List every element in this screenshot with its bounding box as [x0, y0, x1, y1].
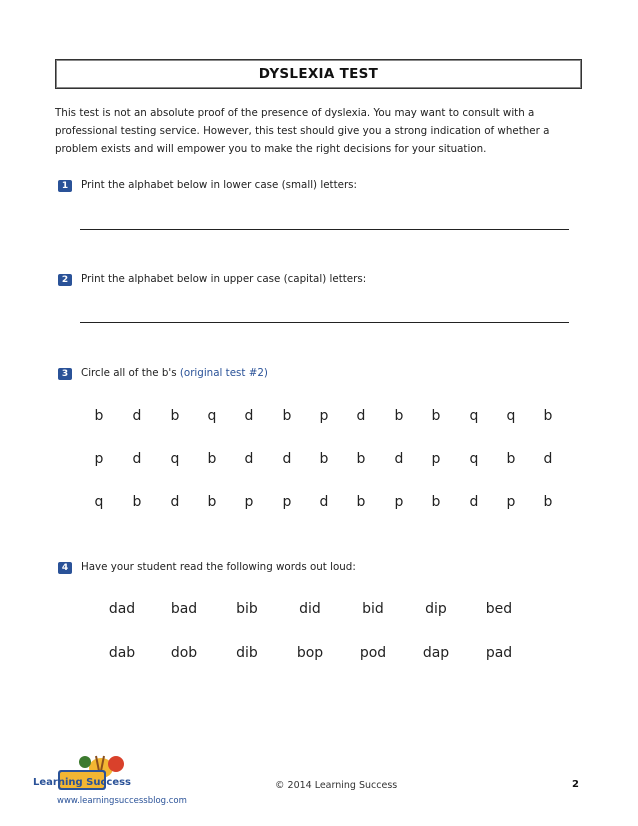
- letter-cell[interactable]: d: [282, 451, 292, 467]
- letter-cell[interactable]: q: [469, 408, 479, 424]
- letter-cell[interactable]: q: [207, 408, 217, 424]
- letter-cell[interactable]: b: [543, 494, 553, 510]
- word-item: bop: [296, 645, 324, 661]
- answer-line-1[interactable]: [80, 229, 569, 230]
- letter-cell[interactable]: d: [356, 408, 366, 424]
- letter-cell[interactable]: b: [431, 494, 441, 510]
- question-number-badge: 3: [58, 368, 72, 380]
- letter-row: [83, 451, 573, 473]
- letter-cell[interactable]: b: [170, 408, 180, 424]
- letter-cell[interactable]: q: [506, 408, 516, 424]
- letter-cell[interactable]: d: [394, 451, 404, 467]
- letter-cell[interactable]: d: [543, 451, 553, 467]
- page-number: 2: [572, 779, 579, 790]
- letter-cell[interactable]: p: [244, 494, 254, 510]
- letter-row: [83, 494, 573, 516]
- letter-cell[interactable]: b: [207, 451, 217, 467]
- letter-cell[interactable]: p: [431, 451, 441, 467]
- question-text-main: Circle all of the b's: [81, 367, 180, 379]
- letter-cell[interactable]: b: [394, 408, 404, 424]
- letter-cell[interactable]: b: [431, 408, 441, 424]
- word-item: dap: [422, 645, 450, 661]
- letter-cell[interactable]: b: [356, 451, 366, 467]
- letter-cell[interactable]: d: [244, 451, 254, 467]
- answer-line-2[interactable]: [80, 322, 569, 323]
- letter-cell[interactable]: d: [469, 494, 479, 510]
- letter-cell[interactable]: b: [356, 494, 366, 510]
- letter-cell[interactable]: d: [132, 408, 142, 424]
- word-item: bad: [170, 601, 198, 617]
- word-row: [92, 601, 522, 625]
- word-item: pod: [359, 645, 387, 661]
- question-number-badge: 1: [58, 180, 72, 192]
- word-item: bib: [236, 601, 258, 617]
- page-title: DYSLEXIA TEST: [258, 66, 379, 82]
- letter-cell[interactable]: p: [319, 408, 329, 424]
- question-number-badge: 2: [58, 274, 72, 286]
- letter-cell[interactable]: q: [170, 451, 180, 467]
- question-text: Have your student read the following words out loud:: [81, 561, 356, 573]
- word-item: bed: [485, 601, 513, 617]
- word-item: dib: [236, 645, 258, 661]
- word-item: dip: [425, 601, 447, 617]
- letter-cell[interactable]: d: [132, 451, 142, 467]
- word-row: [92, 645, 522, 669]
- word-item: pad: [485, 645, 513, 661]
- letter-cell[interactable]: b: [319, 451, 329, 467]
- word-item: dad: [108, 601, 136, 617]
- letter-cell[interactable]: q: [469, 451, 479, 467]
- intro-paragraph: This test is not an absolute proof of the presence of dyslexia. You may want to consult with a professional testing service. However, this test should give you a strong indication of whether a problem exists and will empower you to make the right decisions for your situation.: [55, 107, 550, 155]
- logo-text: Learning Success: [32, 777, 132, 788]
- letter-cell[interactable]: p: [394, 494, 404, 510]
- letter-cell[interactable]: d: [244, 408, 254, 424]
- letter-row: [83, 408, 573, 430]
- letter-cell[interactable]: b: [207, 494, 217, 510]
- website-link[interactable]: www.learningsuccessblog.com: [57, 796, 187, 806]
- letter-cell[interactable]: d: [170, 494, 180, 510]
- title-box: [55, 59, 582, 89]
- original-test-link[interactable]: (original test #2): [179, 367, 268, 379]
- letter-cell[interactable]: b: [506, 451, 516, 467]
- word-item: dob: [170, 645, 198, 661]
- letter-cell[interactable]: b: [94, 408, 104, 424]
- question-text: [81, 367, 268, 379]
- letter-cell[interactable]: b: [543, 408, 553, 424]
- letter-cell[interactable]: p: [282, 494, 292, 510]
- copyright-text: © 2014 Learning Success: [275, 780, 398, 791]
- word-item: bid: [362, 601, 384, 617]
- word-item: did: [299, 601, 321, 617]
- letter-cell[interactable]: b: [282, 408, 292, 424]
- letter-cell[interactable]: q: [94, 494, 104, 510]
- question-number-badge: 4: [58, 562, 72, 574]
- learning-success-logo: [32, 752, 132, 794]
- word-item: dab: [108, 645, 136, 661]
- letter-cell[interactable]: p: [94, 451, 104, 467]
- question-text: Print the alphabet below in lower case (small) letters:: [81, 179, 358, 191]
- letter-cell[interactable]: p: [506, 494, 516, 510]
- letter-cell[interactable]: d: [319, 494, 329, 510]
- letter-cell[interactable]: b: [132, 494, 142, 510]
- question-text: Print the alphabet below in upper case (capital) letters:: [81, 273, 367, 285]
